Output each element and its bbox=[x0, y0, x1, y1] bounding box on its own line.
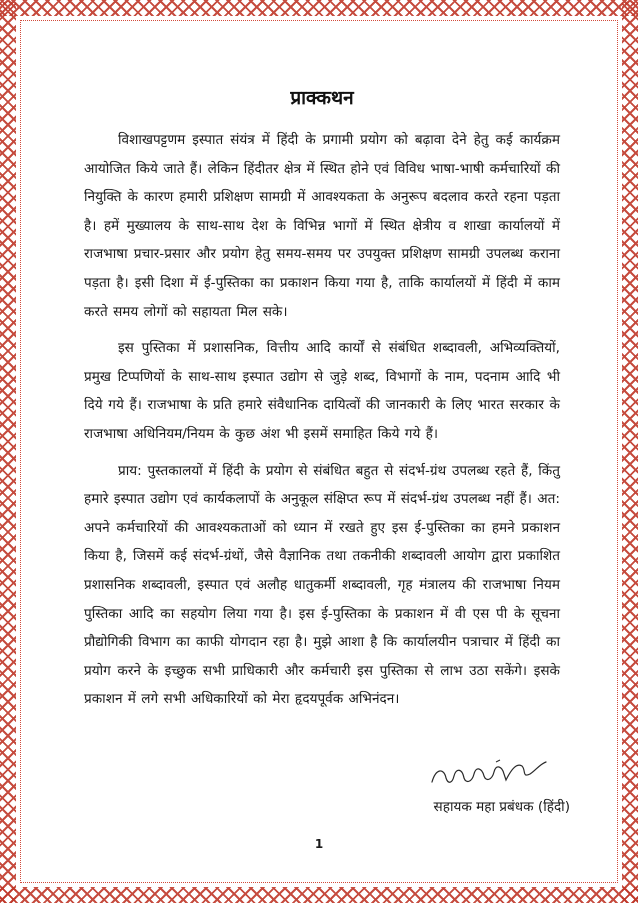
handwritten-signature bbox=[426, 754, 556, 790]
signature-block bbox=[380, 754, 570, 834]
document-body bbox=[84, 84, 560, 722]
paragraph-1: विशाखपट्टणम इस्पात संयंत्र में हिंदी के प्रगामी प्रयोग को बढ़ावा देने हेतु कई कार्यक्रम आयोजित किये जाते हैं। लेकिन हिंदीतर क्षेत्र में स्थित होने एवं विविध भाषा-भाषी कर्मचारियों की नियुक्ति के कारण हमारी प्रशिक्षण सामग्री में आवश्यकता के अनुरूप बदलाव करते रहना पड़ता है। हमें मुख्यालय के साथ-साथ देश के विभिन्न भागों में स्थित क्षेत्रीय व शाखा कार्यालयों में राजभाषा प्रचार-प्रसार और प्रयोग हेतु समय-समय पर उपयुक्त प्रशिक्षण सामग्री उपलब्ध कराना पड़ता है। इसी दिशा में ई-पुस्तिका का प्रकाशन किया गया है, ताकि कार्यालयों में हिंदी में काम करते समय लोगों को सहायता मिल सके। bbox=[84, 132, 560, 320]
decorative-border-bottom bbox=[0, 887, 638, 903]
page-number: 1 bbox=[314, 837, 324, 851]
decorative-border-left bbox=[0, 0, 16, 903]
signatory-designation: सहायक महा प्रबंधक (हिंदी) bbox=[433, 799, 570, 815]
decorative-border-top bbox=[0, 0, 638, 16]
document-title: प्राक्कथन bbox=[290, 87, 354, 109]
paragraph-2: इस पुस्तिका में प्रशासनिक, वित्तीय आदि कार्यों से संबंधित शब्दावली, अभिव्यक्तियों, प्रमुख टिप्पणियों के साथ-साथ इस्पात उद्योग से जुड़े शब्द, विभागों के नाम, पदनाम आदि भी दिये गये हैं। राजभाषा के प्रति हमारे संवैधानिक दायित्वों की जानकारी के लिए भारत सरकार के राजभाषा अधिनियम/नियम के कुछ अंश भी इसमें समाहित किये गये हैं। bbox=[84, 340, 560, 442]
paragraph-3: प्राय: पुस्तकालयों में हिंदी के प्रयोग से संबंधित बहुत से संदर्भ-ग्रंथ उपलब्ध रहते हैं, किंतु हमारे इस्पात उद्योग एवं कार्यकलापों के अनुकूल संक्षिप्त रूप में संदर्भ-ग्रंथ उपलब्ध नहीं हैं। अत: अपने कर्मचारियों की आवश्यकताओं को ध्यान में रखते हुए इस ई-पुस्तिका का हमने प्रकाशन किया है, जिसमें कई संदर्भ-ग्रंथों, जैसे वैज्ञानिक तथा तकनीकी शब्दावली आयोग द्वारा प्रकाशित प्रशासनिक शब्दावली, इस्पात एवं अलौह धातुकर्मी शब्दावली, गृह मंत्रालय की राजभाषा नियम पुस्तिका आदि का सहयोग लिया गया है। इस ई-पुस्तिका के प्रकाशन में वी एस पी के सूचना प्रौद्योगिकी विभाग का काफी योगदान रहा है। मुझे आशा है कि कार्यालयीन पत्राचार में हिंदी का प्रयोग करने के इच्छुक सभी प्राधिकारी और कर्मचारी इस पुस्तिका से लाभ उठा सकेंगे। इसके प्रकाशन में लगे सभी अधिकारियों को मेरा हृदयपूर्वक अभिनंदन। bbox=[84, 462, 560, 708]
decorative-border-right bbox=[622, 0, 638, 903]
